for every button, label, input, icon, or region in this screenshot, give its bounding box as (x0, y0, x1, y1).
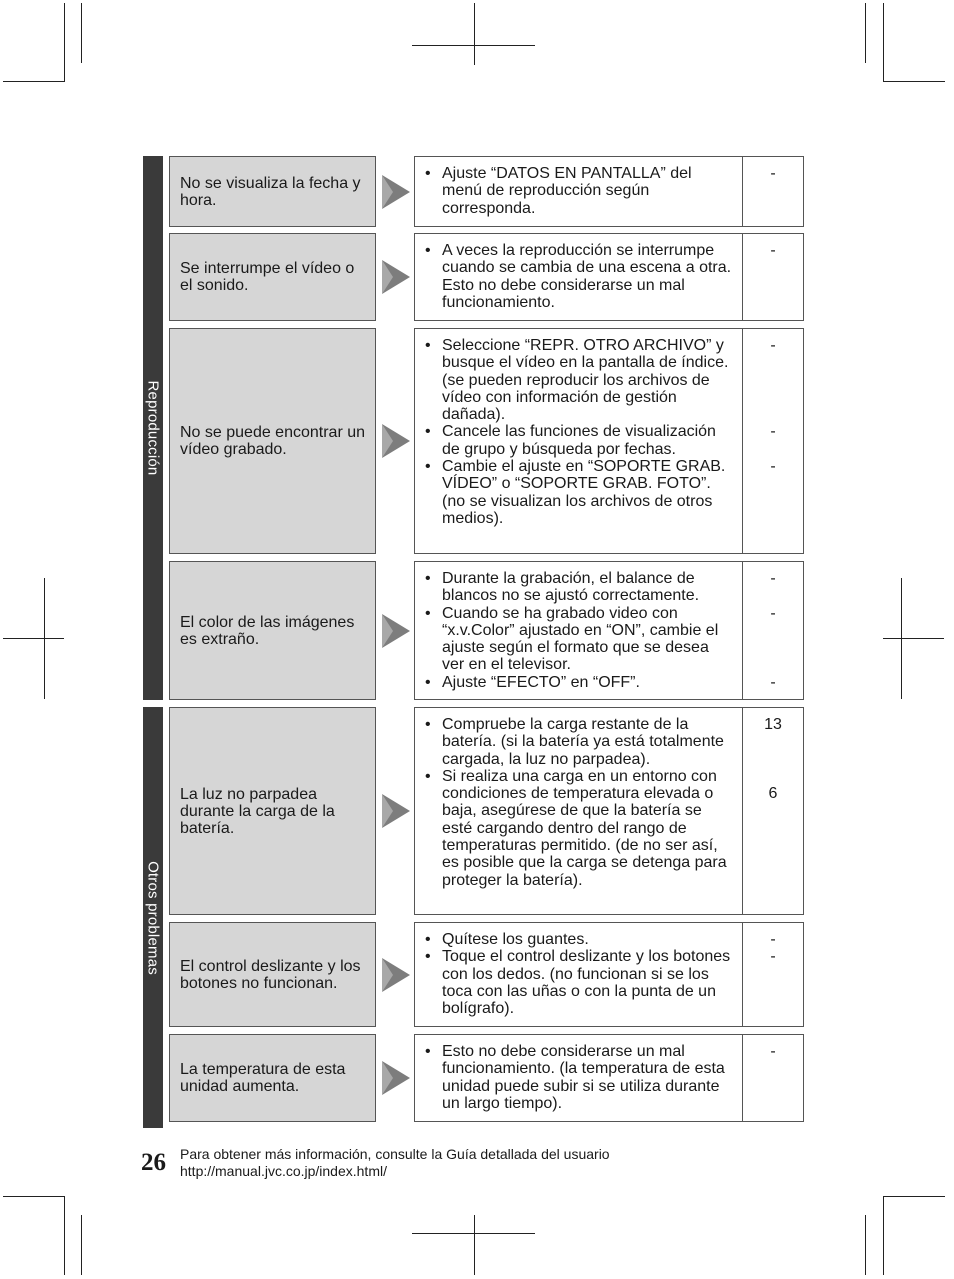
reference-page (743, 733, 803, 750)
reference-page: - (770, 570, 776, 587)
remedy-item: • Compruebe la carga restante de la batería. (si la batería ya está totalmente cargada, la luz no parpadea). (424, 716, 734, 768)
problem-text: La temperatura de esta unidad aumenta. (180, 1061, 346, 1095)
remedy-item: • Ajuste “EFECTO” en “OFF”. (424, 674, 734, 691)
reference-page-cell (743, 329, 803, 553)
reference-page (743, 587, 803, 604)
footer-url-link[interactable]: http://manual.jvc.co.jp/index.html/ (180, 1163, 387, 1179)
problem-cell (169, 1034, 376, 1122)
reference-page (743, 372, 803, 389)
reference-page-cell (743, 234, 803, 320)
arrow-right-icon (381, 611, 411, 651)
reference-page: - (770, 458, 776, 476)
reference-page: - (770, 423, 776, 441)
problem-text: No se puede encontrar un vídeo grabado. (180, 424, 366, 458)
troubleshoot-row (169, 156, 804, 227)
reference-page: - (770, 948, 776, 966)
troubleshoot-row (169, 922, 804, 1027)
remedy-item: • Cancele las funciones de visualización de grupo y búsqueda por fechas. (424, 423, 734, 458)
section-bar-reproduccion (143, 156, 163, 700)
problem-cell (169, 233, 376, 321)
problem-text: Se interrumpe el vídeo o el sonido. (180, 260, 355, 294)
reference-page (743, 768, 803, 785)
remedy-cell (414, 233, 804, 321)
remedy-item: • A veces la reproducción se interrumpe cuando se cambia de una escena a otra. Esto no debe considerarse un mal funcionamiento. (424, 242, 734, 311)
reference-page (743, 622, 803, 639)
remedy-item: • Cambie el ajuste en “SOPORTE GRAB. VÍDEO” o “SOPORTE GRAB. FOTO”. (no se visualizan los archivos de otros medios). (424, 458, 734, 527)
troubleshoot-row (169, 233, 804, 321)
remedy-item: • Esto no debe considerarse un mal funcionamiento. (la temperatura de esta unidad puede subir si se utiliza durante un largo tiempo). (424, 1043, 734, 1112)
reference-page-cell (743, 157, 803, 226)
reference-page (743, 441, 803, 458)
remedy-item: • Durante la grabación, el balance de blancos no se ajustó correctamente. (424, 570, 734, 605)
troubleshoot-row (169, 328, 804, 554)
remedy-cell (414, 561, 804, 700)
reference-page: - (770, 931, 776, 948)
problem-cell (169, 156, 376, 227)
problem-text: El color de las imágenes es extraño. (180, 613, 355, 648)
arrow-right-icon (381, 791, 411, 831)
reference-page (743, 354, 803, 371)
reference-page (743, 406, 803, 423)
problem-text: La luz no parpadea durante la carga de la batería. (180, 785, 335, 837)
problem-cell (169, 561, 376, 700)
problem-text: El control deslizante y los botones no funcionan. (180, 957, 361, 992)
arrow-right-icon (381, 955, 411, 995)
reference-page-cell (743, 562, 803, 699)
remedy-cell (414, 1034, 804, 1122)
problem-cell (169, 328, 376, 554)
problem-text: No se visualiza la fecha y hora. (180, 174, 361, 209)
section-label: Reproducción (144, 380, 162, 476)
arrow-right-icon (381, 421, 411, 461)
troubleshoot-row (169, 707, 804, 915)
arrow-right-icon (381, 172, 411, 212)
reference-page (743, 639, 803, 656)
page-number: 26 (141, 1149, 166, 1176)
reference-page: - (770, 337, 776, 354)
reference-page-cell (743, 923, 803, 1026)
reference-page-cell (743, 1035, 803, 1121)
troubleshoot-row (169, 1034, 804, 1122)
remedy-item: • Seleccione “REPR. OTRO ARCHIVO” y busque el vídeo en la pantalla de índice. (se pueden reproducir los archivos de vídeo con información de gestión dañada). (424, 337, 734, 423)
remedy-item: • Ajuste “DATOS EN PANTALLA” del menú de reproducción según corresponda. (424, 165, 734, 217)
problem-cell (169, 922, 376, 1027)
reference-page: 13 (764, 716, 782, 733)
reference-page: - (770, 165, 776, 182)
reference-page-cell (743, 708, 803, 914)
reference-page: - (770, 1043, 776, 1060)
remedy-item: • Si realiza una carga en un entorno con condiciones de temperatura elevada o baja, asegúrese de que la batería se esté cargando dentro del rango de temperaturas permitido. (de no ser así, es posible que la carga se detenga para proteger la batería). (424, 768, 734, 889)
section-label: Otros problemas (144, 860, 162, 975)
arrow-right-icon (381, 257, 411, 297)
reference-page: - (770, 673, 776, 691)
remedy-cell (414, 707, 804, 915)
remedy-cell (414, 328, 804, 554)
remedy-item: • Cuando se ha grabado video con “x.v.Color” ajustado en “ON”, cambie el ajuste según el formato que se desea ver en el televisor. (424, 605, 734, 674)
reference-page (743, 751, 803, 768)
reference-page (743, 656, 803, 673)
remedy-cell (414, 156, 804, 227)
reference-page: - (770, 242, 776, 259)
reference-page (743, 389, 803, 406)
reference-page: - (770, 604, 776, 622)
problem-cell (169, 707, 376, 915)
section-bar-otros-problemas (143, 707, 163, 1128)
arrow-right-icon (381, 1058, 411, 1098)
troubleshoot-row (169, 561, 804, 700)
footer-more-info: Para obtener más información, consulte la Guía detallada del usuario (180, 1146, 610, 1162)
reference-page: 6 (768, 785, 778, 803)
remedy-item: • Toque el control deslizante y los botones con los dedos. (no funcionan si se los toca con las uñas o con la punta de un bolígrafo). (424, 948, 734, 1017)
remedy-item: • Quítese los guantes. (424, 931, 734, 948)
remedy-cell (414, 922, 804, 1027)
